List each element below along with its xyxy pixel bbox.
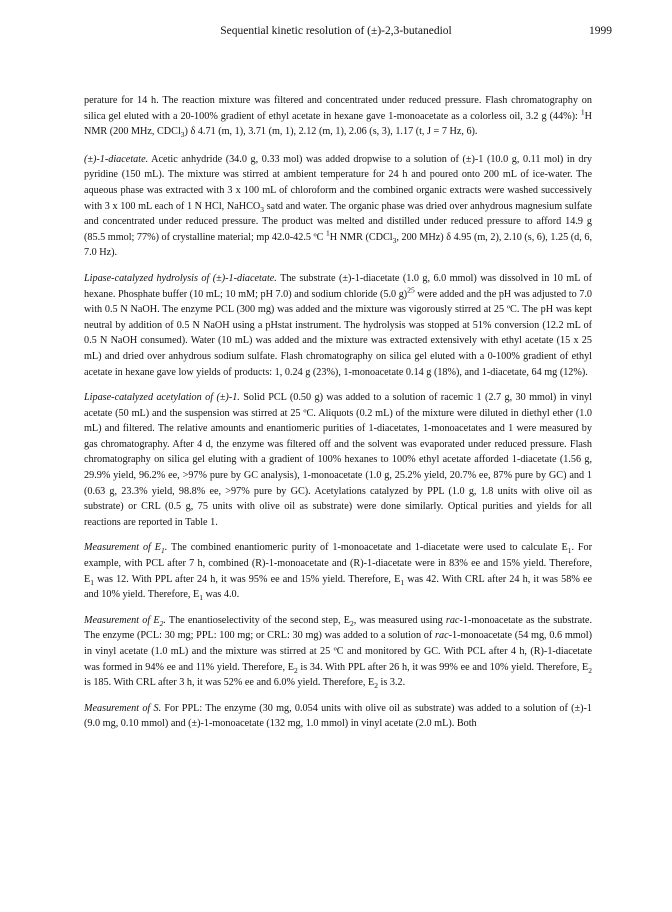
paragraph-monoacetate-prep: perature for 14 h. The reaction mixture was filtered and concentrated under reduced pressure. Flash chromatography on silica gel eluted with a 20-100% gradient of ethyl acetate in hexane gave 1-monoacetate as a colorless oil, 3.2 g (44%): $^1$H NMR (200 MHz, CDCl$_3$) δ 4.71 (m, 1), 3.71 (m, 1), 2.12 (m, 1), 2.06 (s, 3), 1.17 (t, J = 7 Hz, 6). <box>84 95 592 140</box>
page-number: 1999 <box>589 25 612 37</box>
paragraph-diacetate-prep: (±)-1-diacetate. Acetic anhydride (34.0 g, 0.33 mol) was added dropwise to a solution of (±)-1 (10.0 g, 0.11 mol) in dry pyridine (150 mL). The mixture was stirred at ambient temperature for 24 h and poured onto 200 mL of ice-water. The aqueous phase was extracted with 3 x 100 mL of chloroform and the combined organic extracts were washed successively with 3 x 100 mL each of 1 N HCl, NaHCO$_3$ satd and water. The organic phase was dried over anhydrous magnesium sulfate and concentrated under reduced pressure. The product was melted and distilled under reduced pressure to afford 14.9 g (85.5 mmol; 77%) of crystalline material; mp 42.0-42.5 ºC $^1$H NMR (CDCl$_3$, 200 MHz) δ 4.95 (m, 2), 2.10 (s, 6), 1.25 (d, 6, 7.0 Hz). <box>84 153 593 259</box>
paragraph-measurement-e2: Measurement of $E_2$. The enantioselectivity of the second step, $E_2$, was measured using rac-1-monoacetate as the substrate. The enzyme (PCL: 30 mg; PPL: 100 mg; or CRL: 30 mg) was added to a solution of rac-1-monoacetate (54 mg, 0.6 mmol) in vinyl acetate (1.0 mL) and the mixture was stirred at 25 ºC and monitored by GC. With PCL after 4 h, (R)-1-diacetate was formed in 94% ee and 11% yield. Therefore, $E_2$ is 34. With PPL after 26 h, it was 99% ee and 10% yield. Therefore, $E_2$ is 185. With CRL after 3 h, it was 52% ee and 6.0% yield. Therefore, $E_2$ is 3.2. <box>84 614 592 691</box>
section-heading: Lipase-catalyzed hydrolysis of (±)-1-diacetate. <box>84 272 277 284</box>
paragraph-measurement-s: Measurement of S. For PPL: The enzyme (30 mg, 0.054 units with olive oil as substrate) was added to a solution of (±)-1 (9.0 mg, 0.10 mmol) and (±)-1-monoacetate (132 mg, 1.0 mmol) in vinyl acetate (2.0 mL). Both <box>84 702 592 730</box>
paragraph-measurement-e1: Measurement of $E_1$. The combined enantiomeric purity of 1-monoacetate and 1-diacetate were used to calculate $E_1$. For example, with PCL after 7 h, combined (R)-1-monoacetate and (R)-1-diacetate were in 83% ee and 15% yield. Therefore, $E_1$ was 12. With PPL after 24 h, it was 95% ee and 15% yield. Therefore, $E_1$ was 42. With CRL after 24 h, it was 58% ee and 10% yield. Therefore, $E_1$ was 4.0. <box>84 542 593 603</box>
paragraph-lipase-hydrolysis: Lipase-catalyzed hydrolysis of (±)-1-diacetate. The substrate (±)-1-diacetate (1.0 g, 6.0 mmol) was dissolved in 10 mL of hexane. Phosphate buffer (10 mL; 10 mM; pH 7.0) and sodium chloride (5.0 g)$^{25}$ were added and the pH was adjusted to 7.0 with 0.5 N NaOH. The enzyme PCL (300 mg) was added and the mixture was vigorously stirred at 25 ºC. The pH was kept neutral by addition of 0.5 N NaOH using a pHstat instrument. The hydrolysis was stopped at 51% conversion (12.2 mL of 0.5 N NaOH consumed). Water (10 mL) was added and the mixture was extracted extensively with ethyl acetate (15 x 25 mL) and dried over anhydrous sodium sulfate. Flash chromatography on silica gel eluted with a 0-100% gradient of ethyl acetate in hexane gave low yields of products: 1, 0.24 g (23%), 1-monoacetate 0.14 g (18%), and 1-diacetate, 64 mg (12%). <box>84 272 592 378</box>
section-heading: Lipase-catalyzed acetylation of (±)-1. <box>84 392 240 404</box>
paragraph-lipase-acetylation: Lipase-catalyzed acetylation of (±)-1. Solid PCL (0.50 g) was added to a solution of racemic 1 (2.7 g, 30 mmol) in vinyl acetate (50 mL) and the suspension was stirred at 25 ºC. Aliquots (0.2 mL) of the mixture were diluted in diethyl ether (1.0 mL) and filtered. The relative amounts and enantiomeric purities of 1-diacetates, 1-monoacetates and 1 were measured by gas chromatography. After 4 d, the enzyme was filtered off and the solvent was evaporated under reduced pressure. Flash chromatography on silica gel eluting with a gradient of 100% hexanes to 100% ethyl acetate afforded 1-diacetate (1.56 g, 29.9% yield, 96.2% ee, >97% pure by GC analysis), 1-monoacetate (1.0 g, 25.2% yield, 20.7% ee, 87% pure by GC) and 1 (0.63 g, 23.3% yield, 98.8% ee, >97% pure by GC). Acetylations catalyzed by PPL (1.0 g, 1.8 units with olive oil as substrate) or CRL (0.5 g, 75 units with olive oil as substrate) were done similarly. Optical purities and yields for all reactions are reported in Table 1. <box>84 392 592 528</box>
section-heading: Measurement of S. <box>84 702 162 714</box>
section-heading: Measurement of $E_2$. <box>84 614 166 628</box>
section-heading: Measurement of $E_1$. <box>84 542 168 556</box>
section-heading: (±)-1-diacetate. <box>84 153 149 165</box>
running-title: Sequential kinetic resolution of (±)-2,3-butanediol <box>220 25 452 37</box>
article-body <box>84 93 592 742</box>
